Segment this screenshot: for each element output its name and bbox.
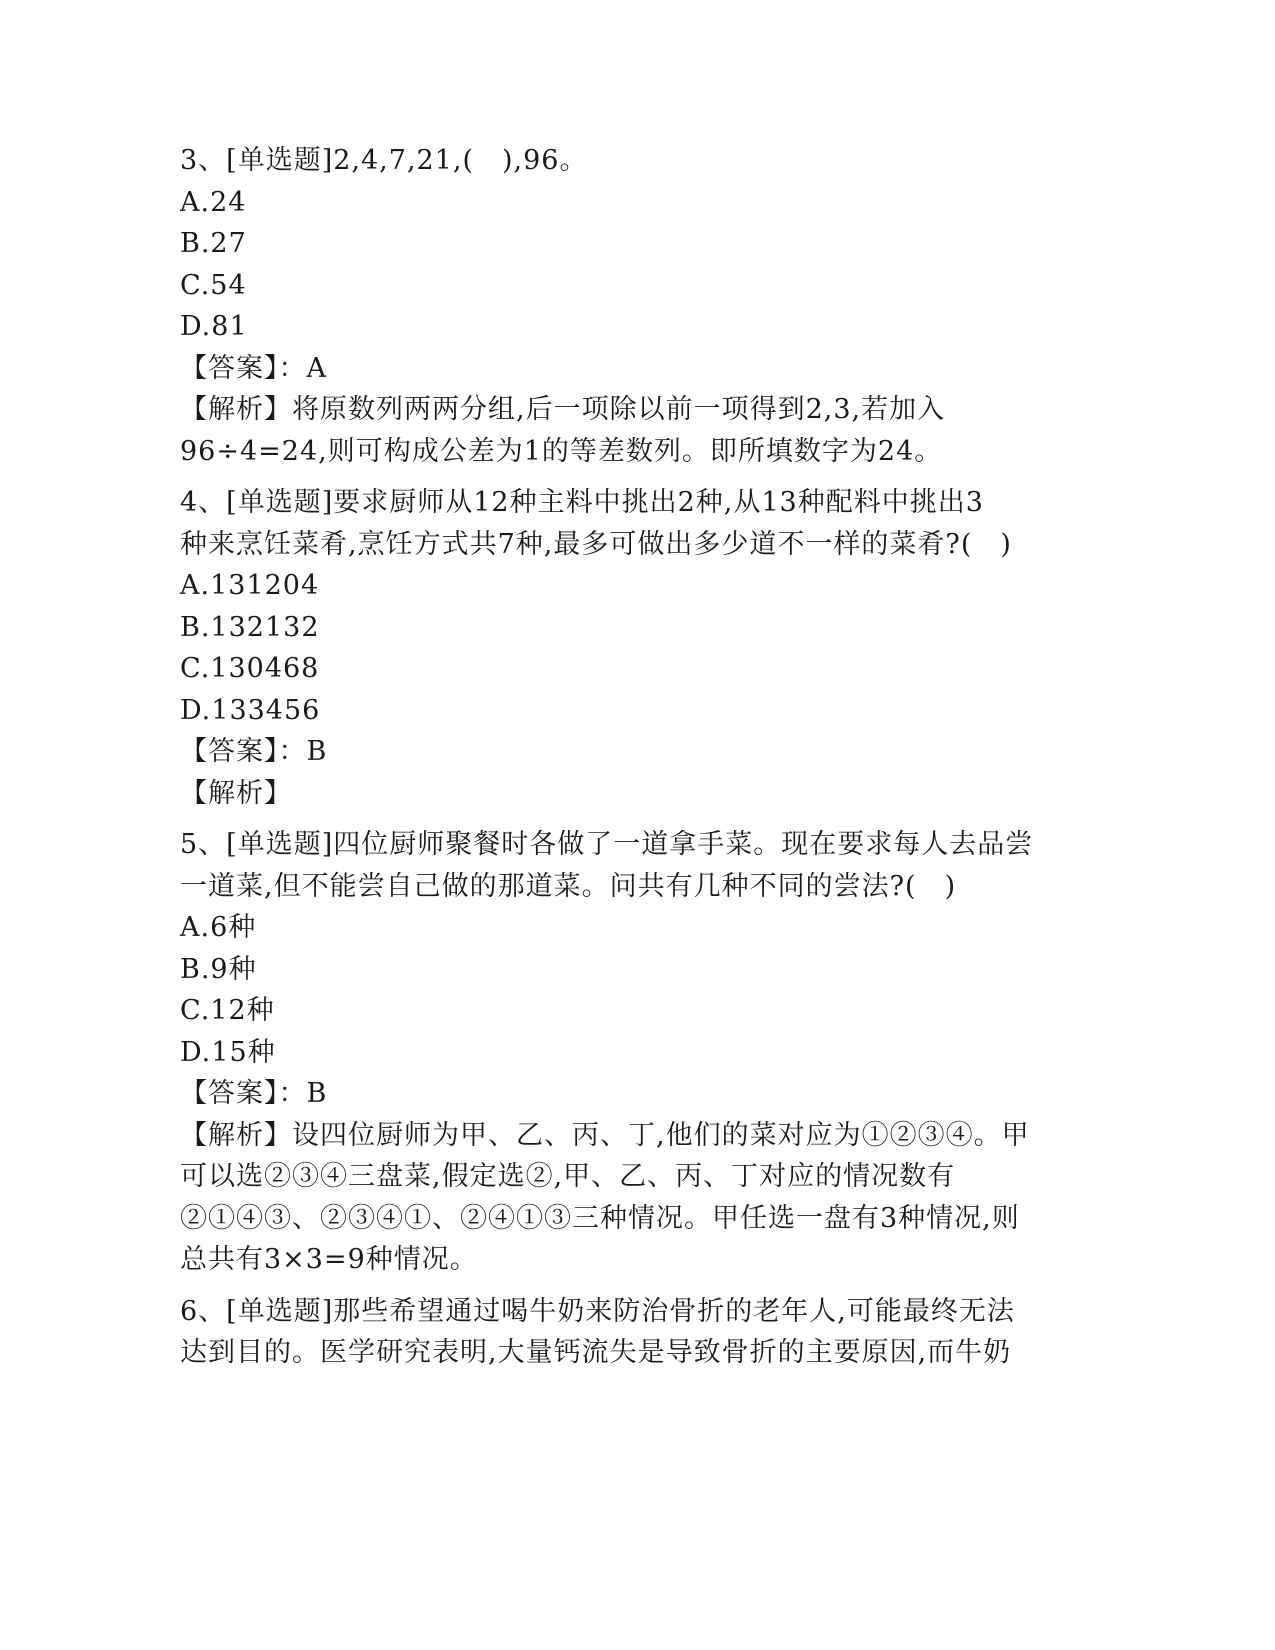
option-d: D.133456 [180,694,321,726]
question-5 [180,824,1060,1281]
answer-line: 【答案】：B [180,1078,328,1109]
answer-line: 【答案】：B [180,736,328,767]
option-c: C.54 [180,269,247,301]
question-4 [180,482,1060,814]
analysis-line: 【解析】将原数列两两分组,后一项除以前一项得到2,3,若加入 [180,394,946,425]
question-stem: 一道菜,但不能尝自己做的那道菜。问共有几种不同的尝法?( ) [180,870,957,902]
answer-line: 【答案】：A [180,352,327,384]
question-stem: 5、[单选题]四位厨师聚餐时各做了一道拿手菜。现在要求每人去品尝 [180,829,1034,860]
option-a: A.131204 [180,570,320,601]
question-stem: 4、[单选题]要求厨师从12种主料中挑出2种,从13种配料中挑出3 [180,487,984,518]
option-b: B.27 [180,228,247,259]
analysis-line: ②①④③、②③④①、②④①③三种情况。甲任选一盘有3种情况,则 [180,1202,1020,1234]
question-stem: 达到目的。医学研究表明,大量钙流失是导致骨折的主要原因,而牛奶 [180,1337,1012,1368]
question-6 [180,1291,1060,1374]
question-stem: 6、[单选题]那些希望通过喝牛奶来防治骨折的老年人,可能最终无法 [180,1295,1015,1327]
question-3 [180,140,1060,472]
option-a: A.6种 [180,912,257,943]
analysis-line: 可以选②③④三盘菜,假定选②,甲、乙、丙、丁对应的情况数有 [180,1161,956,1192]
option-d: D.15种 [180,1036,276,1068]
option-c: C.12种 [180,995,275,1026]
analysis-line: 【解析】设四位厨师为甲、乙、丙、丁,他们的菜对应为①②③④。甲 [180,1119,1030,1151]
option-b: B.132132 [180,611,320,643]
analysis-line: 【解析】 [180,777,292,809]
option-a: A.24 [180,186,247,218]
question-stem: 种来烹饪菜肴,烹饪方式共7种,最多可做出多少道不一样的菜肴?( ) [180,528,1012,560]
document-page [180,140,1060,1374]
question-stem: 3、[单选题]2,4,7,21,( ),96。 [180,145,588,176]
option-b: B.9种 [180,953,257,985]
analysis-line: 96÷4=24,则可构成公差为1的等差数列。即所填数字为24。 [180,435,943,467]
option-c: C.130468 [180,653,320,684]
analysis-line: 总共有3×3=9种情况。 [180,1244,478,1275]
option-d: D.81 [180,311,248,342]
